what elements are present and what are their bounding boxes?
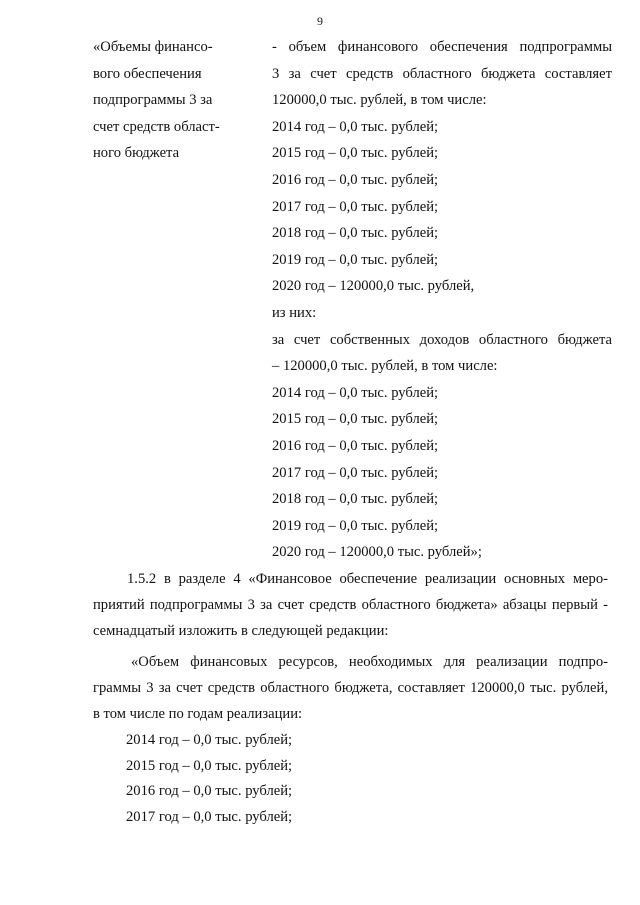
- table-right-cell: [272, 34, 612, 566]
- year-line: 2017 год – 0,0 тыс. рублей;: [272, 464, 439, 481]
- year-line: 2014 год – 0,0 тыс. рублей;: [272, 118, 439, 135]
- year-line: 2019 год – 0,0 тыс. рублей;: [272, 251, 439, 268]
- year-line: 2016 год – 0,0 тыс. рублей;: [272, 171, 439, 188]
- year-list: [93, 728, 608, 831]
- paragraph-line: граммы 3 за счет средств областного бюджета, составляет 120000,0 тыс. рублей,: [93, 680, 608, 697]
- intro-line: 3 за счет средств областного бюджета составляет: [272, 65, 612, 82]
- year-line: 2018 год – 0,0 тыс. рублей;: [272, 491, 439, 508]
- year-line: 2014 год – 0,0 тыс. рублей;: [272, 384, 439, 401]
- left-line: счет средств област-: [93, 118, 220, 135]
- year-line: 2020 год – 120000,0 тыс. рублей»;: [272, 544, 482, 561]
- paragraph-line: семнадцатый изложить в следующей редакции:: [93, 622, 389, 639]
- year-line: 2017 год – 0,0 тыс. рублей;: [126, 809, 293, 826]
- section-body: [93, 567, 608, 831]
- left-line: вого обеспечения: [93, 65, 202, 82]
- paragraph-line: 1.5.2 в разделе 4 «Финансовое обеспечение реализации основных меро-: [127, 571, 608, 587]
- left-line: подпрограммы 3 за: [93, 92, 213, 109]
- year-line: 2019 год – 0,0 тыс. рублей;: [272, 517, 439, 534]
- year-line: 2015 год – 0,0 тыс. рублей;: [126, 757, 293, 774]
- year-line: 2020 год – 120000,0 тыс. рублей,: [272, 278, 475, 295]
- paragraph-line: «Объем финансовых ресурсов, необходимых для реализации подпро-: [131, 654, 608, 671]
- year-line: 2016 год – 0,0 тыс. рублей;: [272, 437, 439, 454]
- left-line: ного бюджета: [93, 145, 180, 162]
- year-line: 2016 год – 0,0 тыс. рублей;: [126, 783, 293, 800]
- paragraph-line: в том числе по годам реализации:: [93, 705, 303, 722]
- of-them-label: из них:: [272, 304, 317, 321]
- own-income-line: – 120000,0 тыс. рублей, в том числе:: [272, 358, 498, 375]
- year-line: 2015 год – 0,0 тыс. рублей;: [272, 145, 439, 162]
- year-line: 2017 год – 0,0 тыс. рублей;: [272, 198, 439, 215]
- intro-line: - объем финансового обеспечения подпрограммы: [272, 39, 612, 55]
- year-line: 2014 год – 0,0 тыс. рублей;: [126, 731, 293, 748]
- left-line: «Объемы финансо-: [93, 39, 213, 55]
- table-left-cell: [93, 34, 263, 167]
- year-line: 2018 год – 0,0 тыс. рублей;: [272, 225, 439, 242]
- year-line: 2015 год – 0,0 тыс. рублей;: [272, 411, 439, 428]
- intro-line: 120000,0 тыс. рублей, в том числе:: [272, 92, 487, 109]
- paragraph-line: приятий подпрограммы 3 за счет средств областного бюджета» абзацы первый -: [93, 596, 608, 613]
- page-number: 9: [317, 14, 323, 28]
- own-income-line: за счет собственных доходов областного бюджета: [272, 331, 612, 348]
